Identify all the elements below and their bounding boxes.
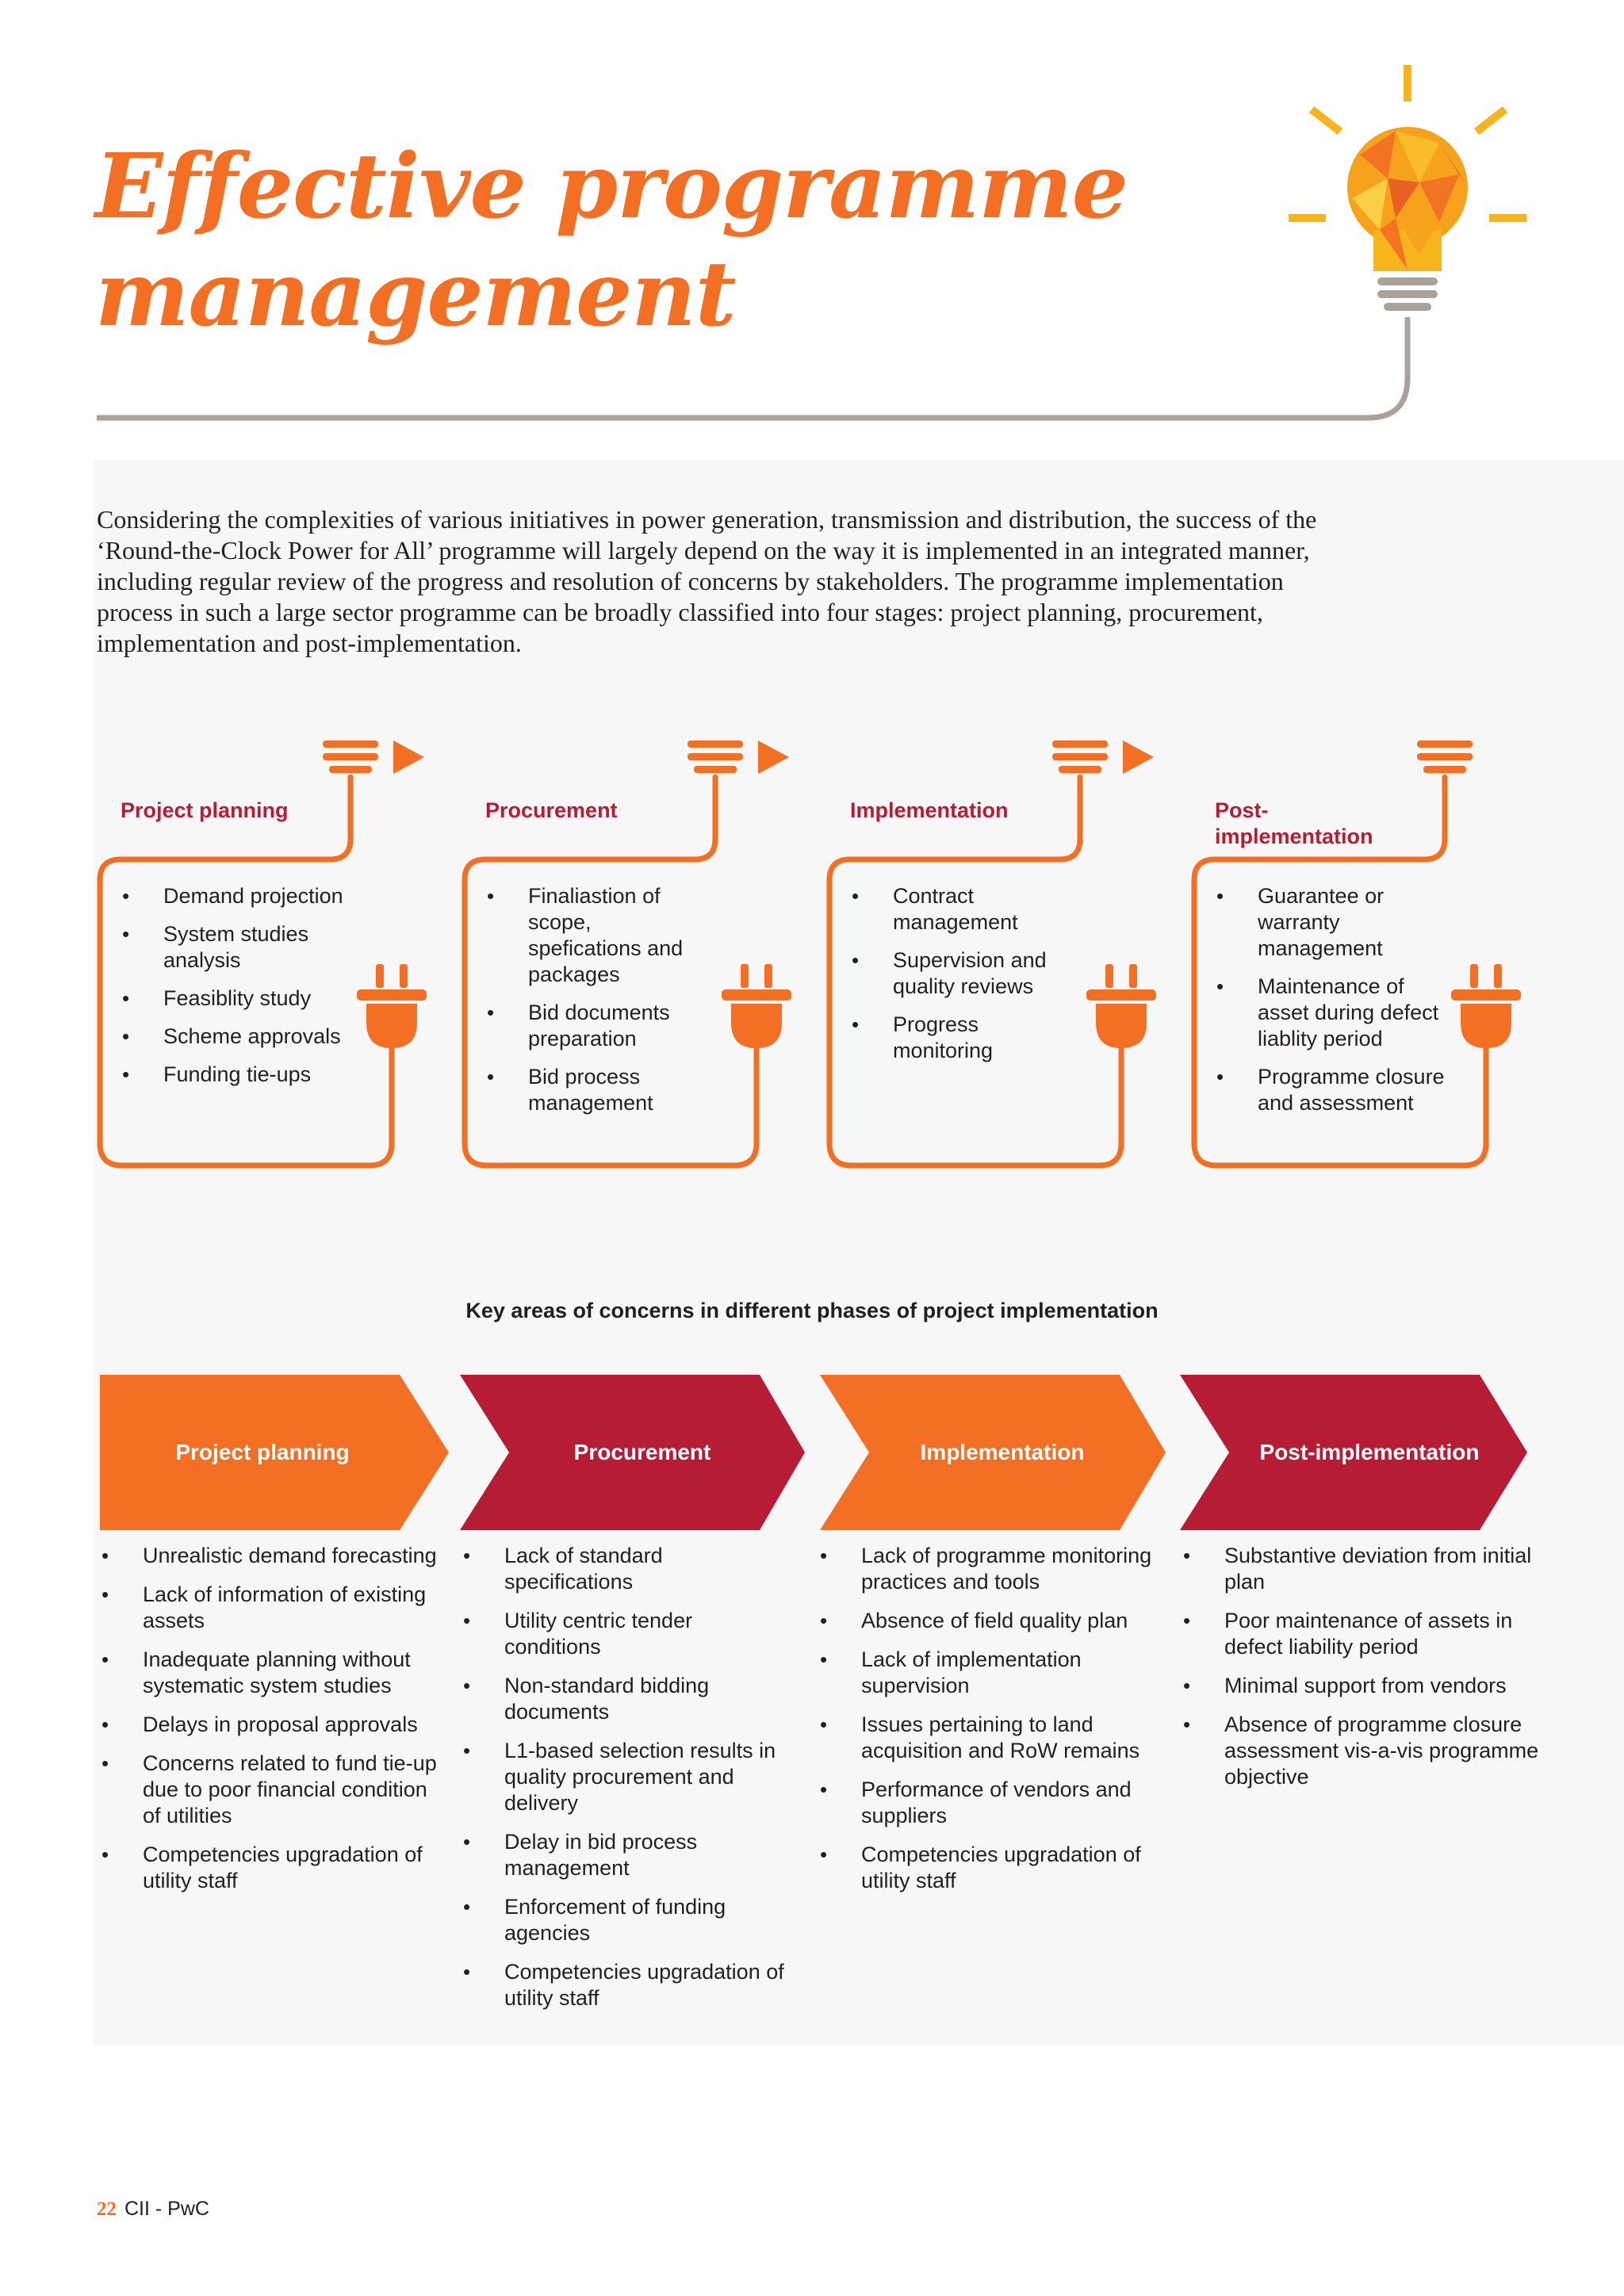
list-item: • Absence of field quality plan: [820, 1609, 1128, 1632]
title-line-1: Effective programme: [95, 135, 1128, 239]
list-item: • Guarantee or warranty management: [1216, 884, 1385, 960]
list-item: • Delay in bid process management: [463, 1830, 698, 1880]
phase-1-label: Project planning: [175, 1440, 350, 1464]
list-item: • Contract management: [852, 884, 1018, 934]
phase-3-label: Implementation: [920, 1440, 1085, 1464]
page-number: 22: [97, 2198, 117, 2220]
phase-4-concerns: [1175, 1543, 1548, 1803]
stage-2-arrow-icon: [758, 740, 789, 774]
stage-3-list: [844, 883, 1066, 1076]
list-item: • Absence of programme closure assessment vis-a-vis programme objective: [1183, 1712, 1539, 1789]
title-line-2: management: [95, 243, 736, 346]
list-item: • Competencies upgradation of utility staff: [102, 1843, 423, 1892]
list-item: • Funding tie-ups: [122, 1062, 312, 1086]
list-item: • Bid documents preparation: [487, 1001, 670, 1050]
list-item: • L1-based selection results in quality procurement and delivery: [463, 1739, 776, 1815]
list-item: • Progress monitoring: [852, 1012, 994, 1062]
list-item: • Utility centric tender conditions: [463, 1609, 693, 1659]
stage-1-title: Project planning: [121, 798, 289, 822]
stage-3-arrow-icon: [1123, 740, 1154, 774]
list-item: • Bid process management: [487, 1065, 653, 1115]
list-item: • Unrealistic demand forecasting: [102, 1544, 437, 1567]
list-item: • Programme closure and assessment: [1216, 1065, 1445, 1115]
concerns-heading: Key areas of concerns in different phases of project implementation: [465, 1299, 1159, 1322]
stage-1-plug-icon: [357, 964, 427, 1048]
list-item: • Competencies upgradation of utility staff: [463, 1960, 784, 2010]
title-underline: [97, 317, 1408, 418]
list-item: • Enforcement of funding agencies: [463, 1895, 726, 1945]
list-item: • System studies analysis: [122, 922, 309, 972]
list-item: • Scheme approvals: [122, 1024, 341, 1048]
list-item: • Demand projection: [122, 884, 343, 908]
stage-2-plug-icon: [722, 964, 791, 1048]
stage-1-arrow-icon: [393, 740, 424, 774]
phase-4-label: Post-implementation: [1259, 1440, 1480, 1464]
stage-3-plug-icon: [1086, 964, 1156, 1048]
stage-3-title: Implementation: [850, 798, 1009, 822]
stage-2-title: Procurement: [485, 798, 618, 822]
list-item: • Poor maintenance of assets in defect liability period: [1183, 1609, 1513, 1659]
list-item: • Lack of programme monitoring practices and tools: [820, 1544, 1152, 1594]
stage-2-list: [479, 883, 701, 1128]
list-item: • Finaliastion of scope, spefications and packages: [487, 884, 684, 986]
page-footer: [97, 2197, 209, 2221]
stage-1-socket-icon: [323, 740, 378, 773]
list-item: • Delays in proposal approvals: [102, 1712, 418, 1736]
list-item: • Supervision and quality reviews: [852, 948, 1047, 998]
stage-4-list: [1208, 883, 1475, 1128]
list-item: • Feasiblity study: [122, 986, 312, 1010]
list-item: • Concerns related to fund tie-up due to poor financial condition of utilities: [102, 1751, 437, 1827]
phase-2-label: Procurement: [573, 1440, 711, 1464]
stage-4-title: Post-implementation: [1215, 798, 1373, 848]
list-item: • Performance of vendors and suppliers: [820, 1777, 1132, 1827]
stage-1-list: [114, 883, 352, 1100]
list-item: • Maintenance of asset during defect liablity period: [1216, 974, 1439, 1050]
footer-text: CII - PwC: [124, 2198, 209, 2220]
list-item: • Lack of information of existing assets: [102, 1582, 427, 1632]
list-item: • Inadequate planning without systematic system studies: [102, 1647, 411, 1697]
list-item: • Non-standard bidding documents: [463, 1674, 710, 1724]
list-item: • Lack of standard specifications: [463, 1544, 663, 1594]
phase-3-concerns: [812, 1543, 1174, 1907]
list-item: • Substantive deviation from initial plan: [1183, 1544, 1532, 1594]
list-item: • Lack of implementation supervision: [820, 1647, 1082, 1697]
list-item: • Minimal support from vendors: [1183, 1674, 1507, 1697]
stage-4-socket-icon: [1417, 740, 1473, 773]
list-item: • Competencies upgradation of utility staff: [820, 1843, 1141, 1892]
stage-3-socket-icon: [1052, 740, 1108, 773]
intro-paragraph: Considering the complexities of various initiatives in power generation, transmission and distribution, the success of the ‘Round-the-Clock Power for All’ programme will largely depend on the way it is implemented in an integrated manner, including regular review of the progress and resolution of concerns by stakeholders. The programme implementation process in such a large sector programme can be broadly classified into four stages: project planning, procurement, implementation and post-implementation.: [97, 505, 1317, 657]
list-item: • Issues pertaining to land acquisition and RoW remains: [820, 1712, 1140, 1762]
phase-1-concerns: [94, 1543, 447, 1907]
phase-2-concerns: [455, 1543, 788, 2024]
light-bulb-icon: [1289, 65, 1526, 311]
stage-2-socket-icon: [688, 740, 743, 773]
